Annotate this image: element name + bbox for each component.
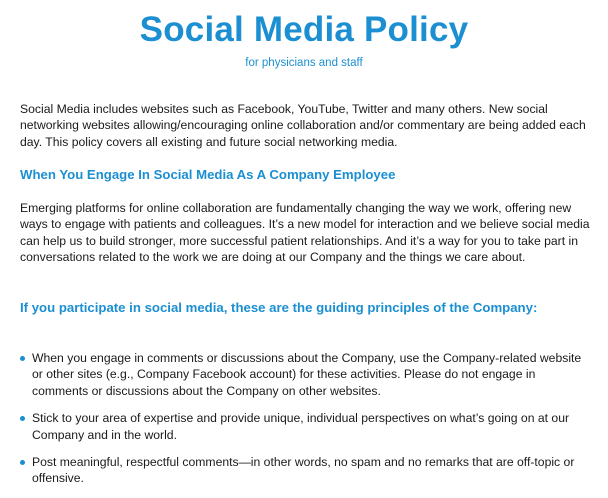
section-heading-principles: If you participate in social media, these are the guiding principles of the Company:	[20, 300, 538, 315]
bullet-dot-icon	[20, 356, 25, 361]
engage-paragraph: Emerging platforms for online collaboration are fundamentally changing the way we work, offering new ways to engage with patients and colleagues. It’s a new model for interaction and we believe social media can help us to build stronger, more successful patient relationships. And it’s a way for you to take part in conversations related to the work we are doing at our Company and the things we care about.	[20, 201, 590, 265]
bullet-dot-icon	[20, 416, 25, 421]
list-item	[20, 410, 592, 443]
document-title: Social Media Policy	[139, 10, 469, 49]
document-subtitle: for physicians and staff	[245, 57, 363, 69]
bullet-dot-icon	[20, 460, 25, 465]
list-item-text: When you engage in comments or discussions about the Company, use the Company-related website or other sites (e.g., Company Facebook account) for these activities. Please do not engage in comments or discussions about the Company on other websites.	[32, 351, 582, 398]
principles-list	[20, 350, 592, 498]
list-item-text: Post meaningful, respectful comments—in other words, no spam and no remarks that are off-topic or offensive.	[32, 455, 575, 486]
list-item	[20, 454, 592, 487]
list-item-text: Stick to your area of expertise and provide unique, individual perspectives on what’s going on at our Company and in the world.	[32, 411, 570, 442]
list-item	[20, 350, 592, 399]
intro-paragraph: Social Media includes websites such as Facebook, YouTube, Twitter and many others. New social networking websites allowing/encouraging online collaboration and/or commentary are being added each day. This policy covers all existing and future social networking media.	[20, 102, 586, 149]
section-heading-engage: When You Engage In Social Media As A Company Employee	[20, 167, 396, 182]
